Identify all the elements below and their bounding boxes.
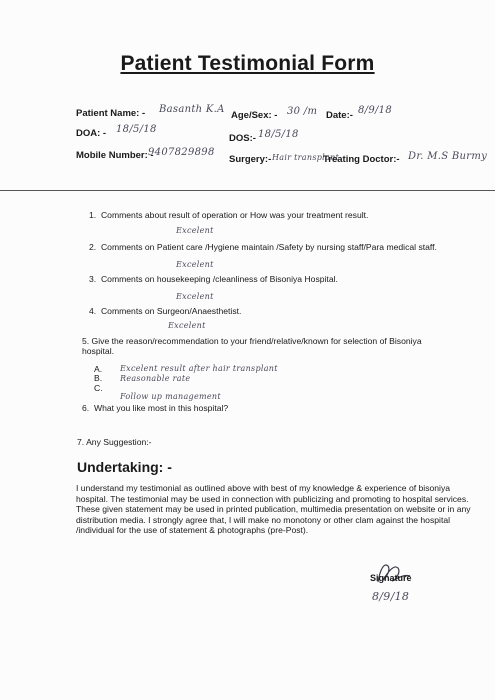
answer-3: Excelent [176, 292, 214, 301]
option-a-answer: Excelent result after hair transplant [120, 364, 278, 373]
treating-doctor-value: Dr. M.S Burmy [408, 151, 488, 162]
dos-value: 18/5/18 [258, 129, 299, 140]
option-b-letter: B. [94, 373, 103, 383]
question-6 [82, 403, 228, 413]
dos-label: DOS:- [229, 133, 256, 144]
date-value: 8/9/18 [358, 105, 392, 116]
option-b-answer: Reasonable rate [120, 374, 191, 383]
mobile-label: Mobile Number: - [76, 150, 154, 161]
question-text: What you like most in this hospital? [93, 403, 229, 413]
option-c-letter: C. [94, 383, 103, 393]
question-text: Comments on Patient care /Hygiene maintain /Safety by nursing staff/Para medical staff. [100, 242, 437, 252]
question-1 [89, 210, 368, 220]
question-2 [89, 242, 437, 252]
question-5-line-2: hospital. [82, 346, 115, 356]
patient-name-label: Patient Name: - [76, 108, 146, 119]
undertaking-heading: Undertaking: - [77, 459, 172, 475]
undertaking-paragraph: I understand my testimonial as outlined above with best of my knowledge & experience of bisoniya hospital. The testimonial may be used in connection with publicizing and promoting to hospital services. These given statement may be used in printed publication, multimedia presentation on website or in any distribution media. I strongly agree that, I will make no monotony or other clam against the hospital /individual for the use of statement & photographs (pre-Post). [76, 483, 471, 536]
doa-value: 18/5/18 [116, 124, 157, 135]
surgery-value: Hair transplant [272, 153, 340, 162]
mobile-value: 9407829898 [148, 147, 215, 158]
option-a-letter: A. [94, 364, 103, 374]
form-title: Patient Testimonial Form [120, 52, 375, 75]
age-sex-value: 30 /m [287, 106, 318, 117]
signature-date: 8/9/18 [372, 590, 410, 603]
age-sex-label: Age/Sex: - [231, 110, 278, 121]
question-text: Comments on Surgeon/Anaesthetist. [100, 306, 242, 316]
section-divider [0, 190, 495, 191]
patient-name-value: Basanth K.A [159, 104, 225, 115]
question-number: 1. [89, 210, 97, 220]
surgery-label: Surgery:- [229, 154, 272, 165]
question-number: 4. [89, 306, 97, 316]
answer-1: Excelent [176, 226, 214, 235]
question-number: 6. [82, 403, 90, 413]
option-c-answer: Follow up management [120, 392, 221, 401]
question-4 [89, 306, 241, 316]
answer-4: Excelent [168, 321, 206, 330]
answer-2: Excelent [176, 260, 214, 269]
signature-label: Signature [370, 573, 412, 583]
doa-label: DOA: - [76, 128, 107, 139]
question-3 [89, 274, 338, 284]
date-label: Date:- [326, 110, 353, 121]
question-7: 7. Any Suggestion:- [77, 437, 152, 447]
question-text: Comments about result of operation or How was your treatment result. [100, 210, 369, 220]
question-number: 3. [89, 274, 97, 284]
treating-doctor-label: Treating Doctor:- [323, 154, 400, 165]
question-number: 2. [89, 242, 97, 252]
question-5-line-1: 5. Give the reason/recommendation to your friend/relative/known for selection of Bisoniya [82, 336, 422, 346]
question-text: Comments on housekeeping /cleanliness of Bisoniya Hospital. [100, 274, 338, 284]
